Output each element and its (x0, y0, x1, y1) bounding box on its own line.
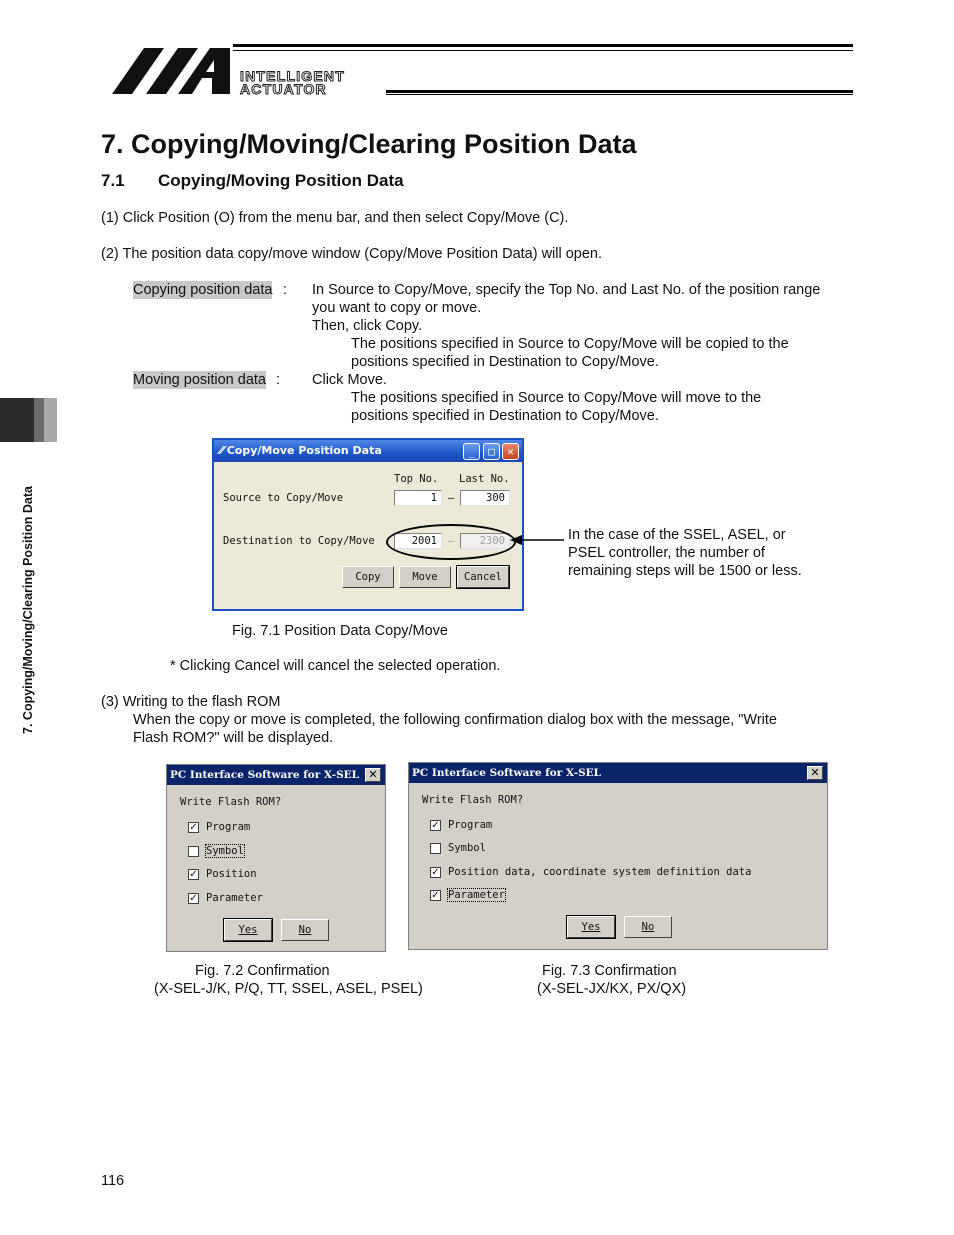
step-2: (2) The position data copy/move window (Copy/Move Position Data) will open. (101, 246, 603, 262)
source-last-input[interactable]: 300 (460, 490, 510, 506)
move-line-1: Click Move. (312, 372, 387, 388)
fig-7-2-caption-line-1: Fig. 7.2 Confirmation (195, 963, 330, 979)
large-dialog-titlebar: PC Interface Software for X-SEL (409, 763, 827, 783)
step-1: (1) Click Position (O) from the menu bar, and then select Copy/Move (C). (101, 210, 569, 226)
destination-label: Destination to Copy/Move (223, 535, 375, 547)
cancel-note: * Clicking Cancel will cancel the selected operation. (170, 658, 501, 674)
top-no-label: Top No. (394, 473, 439, 485)
step-3-line-2: Flash ROM?" will be displayed. (133, 730, 334, 746)
move-term: Moving position data (133, 372, 266, 388)
position-data-label: Position data, coordinate system definition data (448, 866, 752, 878)
program-label: Program (206, 821, 251, 833)
symbol-checkbox[interactable] (188, 846, 199, 857)
page-number: 116 (101, 1173, 125, 1189)
symbol-checkbox[interactable] (430, 843, 441, 854)
position-checkbox[interactable]: ✓ (189, 869, 198, 880)
last-no-label: Last No. (459, 473, 510, 485)
copy-line-3: Then, click Copy. (312, 318, 423, 334)
callout-arrow (508, 532, 564, 548)
symbol-label: Symbol (448, 842, 486, 854)
maximize-icon[interactable]: □ (483, 443, 500, 460)
copy-colon: : (283, 282, 288, 298)
callout-line-1: In the case of the SSEL, ASEL, or (568, 527, 786, 543)
brand-line-2: ACTUATOR (240, 81, 327, 97)
source-dash: – (448, 492, 455, 504)
no-button[interactable]: No (281, 919, 329, 941)
fig-7-3-caption-line-1: Fig. 7.3 Confirmation (542, 963, 677, 979)
move-colon: : (276, 372, 281, 388)
close-icon[interactable]: ✕ (807, 766, 823, 780)
chapter-title: 7. Copying/Moving/Clearing Position Data (101, 129, 637, 159)
ia-logo-mark (108, 44, 238, 96)
program-checkbox[interactable]: ✓ (189, 822, 198, 833)
small-question: Write Flash ROM? (180, 796, 282, 808)
copy-button[interactable]: Copy (342, 566, 394, 588)
fig-7-2-caption-line-2: (X-SEL-J/K, P/Q, TT, SSEL, ASEL, PSEL) (154, 981, 423, 997)
symbol-label: Symbol (206, 845, 244, 857)
move-button[interactable]: Move (399, 566, 451, 588)
copy-line-1: In Source to Copy/Move, specify the Top No. and Last No. of the position range (312, 282, 821, 298)
fig-7-3-caption-line-2: (X-SEL-JX/KX, PX/QX) (537, 981, 687, 997)
destination-top-input[interactable]: 2001 (394, 533, 442, 549)
header-rule-bottom-thin (386, 94, 853, 95)
parameter-label: Parameter (206, 892, 263, 904)
company-logo (108, 44, 408, 96)
header-rule-bottom (386, 90, 853, 93)
header-rule-top-thin (233, 50, 853, 51)
move-line-2: The positions specified in Source to Copy/Move will move to the (351, 390, 762, 406)
small-dialog-titlebar: PC Interface Software for X-SEL (167, 765, 385, 785)
copy-move-title: Copy/Move Position Data (226, 444, 382, 457)
move-line-3: positions specified in Destination to Copy/Move. (351, 408, 659, 424)
position-label: Position (206, 868, 257, 880)
brand-line-1: INTELLIGENT (240, 68, 345, 84)
fig-7-1-caption: Fig. 7.1 Position Data Copy/Move (232, 623, 448, 639)
source-label: Source to Copy/Move (223, 492, 344, 504)
close-icon[interactable]: ✕ (502, 443, 519, 460)
side-chapter-label: 7. Copying/Moving/Clearing Position Data (21, 486, 35, 734)
copy-line-2: you want to copy or move. (312, 300, 482, 316)
source-top-input[interactable]: 1 (394, 490, 442, 506)
cancel-button[interactable]: Cancel (457, 566, 509, 588)
copy-move-dialog (212, 438, 524, 611)
app-icon: ⁄⁄ (220, 444, 224, 457)
program-label: Program (448, 819, 493, 831)
program-checkbox[interactable]: ✓ (431, 820, 440, 831)
step-3-line-1: When the copy or move is completed, the following confirmation dialog box with the message, "Write (133, 712, 777, 728)
step-3-title: (3) Writing to the flash ROM (101, 694, 281, 710)
large-question: Write Flash ROM? (422, 794, 524, 806)
copy-term: Copying position data (133, 282, 273, 298)
close-icon[interactable]: ✕ (365, 768, 381, 782)
yes-button[interactable]: Yes (567, 916, 615, 938)
destination-last-input: 2300 (460, 533, 510, 549)
highlight-ellipse (386, 524, 516, 560)
position-data-checkbox[interactable]: ✓ (431, 867, 440, 878)
parameter-checkbox[interactable]: ✓ (189, 893, 198, 904)
chapter-side-tab (0, 398, 57, 442)
copy-line-5: positions specified in Destination to Copy/Move. (351, 354, 659, 370)
confirm-dialog-small (166, 764, 386, 952)
parameter-checkbox[interactable]: ✓ (431, 890, 440, 901)
callout-line-2: PSEL controller, the number of (568, 545, 765, 561)
header-rule-top (233, 44, 853, 47)
copy-line-4: The positions specified in Source to Copy/Move will be copied to the (351, 336, 789, 352)
parameter-label: Parameter (448, 889, 505, 901)
minimize-icon[interactable]: _ (463, 443, 480, 460)
no-button[interactable]: No (624, 916, 672, 938)
section-title: Copying/Moving Position Data (158, 171, 404, 190)
yes-button[interactable]: Yes (224, 919, 272, 941)
confirm-dialog-large (408, 762, 828, 950)
destination-dash: – (448, 535, 455, 547)
callout-line-3: remaining steps will be 1500 or less. (568, 563, 802, 579)
section-number: 7.1 (101, 171, 125, 190)
